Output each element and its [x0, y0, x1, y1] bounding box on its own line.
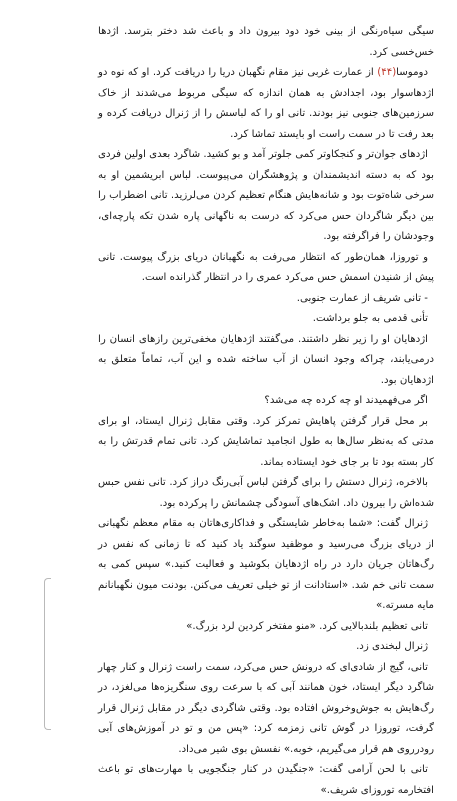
paragraph: تانی تعظیم بلندبالایی کرد. «منو مفتخر کردین لرد بزرگ.» — [186, 620, 428, 632]
paragraph: ژنرال لبخندی زد. — [356, 641, 428, 652]
paragraph: سیگی سیاه‌رنگی از بینی خود دود بیرون داد و باعث شد دختر بترسد. اژدها خس‌خسی کرد. — [98, 26, 434, 58]
paragraph: تانی با لحن آرامی گفت: «جنگیدن در کنار جنگجویی با مهارت‌های تو باعث افتخارمه توروزای شریف.» — [98, 764, 434, 796]
selection-bracket — [44, 578, 51, 730]
paragraph-text: دوموسا — [396, 67, 428, 78]
paragraph: اگر می‌فهمیدند او چه کرده چه می‌شد؟ — [264, 395, 428, 406]
paragraph: بالاخره، ژنرال دستش را برای گرفتن لباس آبی‌رنگ دراز کرد. تانی نفس حبس شده‌اش را بیرون داد. اشک‌های آسودگی چشمانش را پرکرده بود. — [98, 477, 434, 509]
paragraph: بر محل قرار گرفتن پاهایش تمرکز کرد. وقتی مقابل ژنرال ایستاد، او برای مدتی که به‌نظر سال‌ها به طول انجامید تماشایش کرد. تانی تمام قدرتش را به کار بسته بود تا بر جای خود ایستاده بماند. — [98, 415, 434, 468]
book-page-text — [98, 22, 434, 801]
paragraph: اژدهای جوان‌تر و کنجکاوتر کمی جلوتر آمد و بو کشید. شاگرد بعدی اولین فردی بود که به دسته اندیشمندان و پژوهشگران می‌پیوست. لباس ابریشمین او به سرخی شاه‌توت بود و شانه‌هایش هنگام تعظیم کردن می‌لرزید. تانی اضطراب را بین دیگر شاگردان حس می‌کرد که درست به ناگهانی پاره شدن تکه پارچه‌ای، وجودشان را فراگرفته بود. — [98, 149, 434, 242]
paragraph: اژدهایان او را زیر نظر داشتند. می‌گفتند اژدهایان مخفی‌ترین رازهای انسان را درمی‌یابند، چراکه وجود انسان از آب ساخته شده و این آب، تماماً متعلق به اژدهایان بود. — [98, 333, 434, 386]
paragraph: - تانی شریف از عمارت جنوبی. — [296, 292, 428, 304]
paragraph: ژنرال گفت: «شما به‌خاطر شایستگی و فداکاری‌هاتان به مقام معظم نگهبانی از دریای بزرگ می‌رسید و موظفید سوگند یاد کنید که تا زمانی که نفس در رگ‌هاتان جریان دارد در راه اژدهایان بکوشید و فعالیت کنید.» سپس کمی به سمت تانی خم شد. «استادانت از تو خیلی تعریف می‌کنن. بودنت میون نگهبانانم مایه مسرته.» — [98, 518, 434, 611]
paragraph: تأنی قدمی به جلو برداشت. — [312, 313, 428, 324]
paragraph-text: از عمارت غربی نیز مقام نگهبان دریا را دریافت کرد. او که نوه دو اژدهاسوار بود، اجدادش به همان اندازه که سیگی مربوط می‌شدند از خاک سرزمین‌های جنوبی نیز بودند. تانی او را که لباسش را از ژنرال دریافت کرده و بعد رفت تا در سمت راست او بایستد تماشا کرد. — [98, 67, 434, 140]
paragraph: تانی، گیج از شادی‌ای که درونش حس می‌کرد، سمت راست ژنرال و کنار چهار شاگرد دیگر ایستاد، خون همانند آبی که با سرعت روی سنگریزه‌ها می‌لغزد، در رگ‌هایش به جوش‌وخروش افتاده بود. وقتی شاگردی دیگر در مقابل ژنرال قرار گرفت، توروزا در گوش تانی زمزمه کرد: «پس من و تو در آموزش‌های آبی رودرروی هم قرار می‌گیریم، خوبه.» نفسش بوی شیر می‌داد. — [98, 661, 434, 755]
paragraph-with-footnote — [98, 63, 434, 145]
footnote-reference[interactable]: (۴۴) — [377, 67, 397, 78]
paragraph: و توروزا، همان‌طور که انتظار می‌رفت به نگهبانان دریای بزرگ پیوست. تانی پیش از شنیدن اسمش حس می‌کرد عمری را در انتظار گذرانده است. — [98, 251, 434, 283]
